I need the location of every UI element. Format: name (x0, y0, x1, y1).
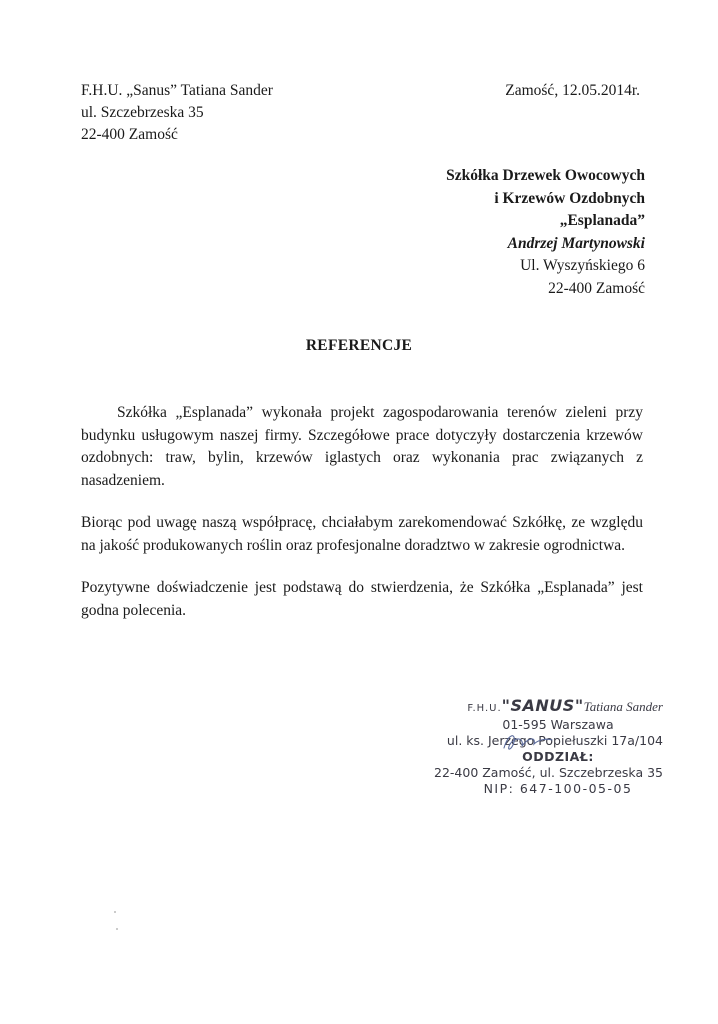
recipient-city: 22-400 Zamość (548, 279, 645, 297)
paragraph-1: Szkółka „Esplanada” wykonała projekt zagospodarowania terenów zieleni przy budynku usługowym naszej firmy. Szczegółowe prace dotyczyły dostarczenia krzewów ozdobnych: traw, bylin, krzewów iglastych oraz wykonania prac związanych z nasadzeniem. (81, 404, 643, 489)
sender-name: F.H.U. „Sanus” Tatiana Sander (81, 82, 273, 99)
stamp-prefix: F.H.U. (467, 703, 502, 714)
stamp-branch-address: 22-400 Zamość, ul. Szczebrzeska 35 (434, 765, 663, 780)
letter-heading: REFERENCJE (305, 337, 413, 354)
scan-speck (114, 911, 116, 913)
paragraph-2: Biorąc pod uwagę naszą współpracę, chciałabym zarekomendować Szkółkę, ze względu na jakość produkowanych roślin oraz profesjonalne doradztwo w zakresie ogrodnictwa. (81, 514, 643, 554)
recipient-person: Andrzej Martynowski (507, 234, 645, 252)
stamp-city: 01-595 Warszawa (502, 717, 614, 732)
stamp-street: ul. ks. Jerzego Popiełuszki 17a/104 (446, 733, 663, 748)
recipient-name-line1: Szkółka Drzewek Owocowych (446, 167, 645, 184)
letter-date: Zamość, 12.05.2014r. (505, 82, 640, 99)
stamp-nip: NIP: 647-100-05-05 (483, 781, 633, 796)
stamp-owner: Tatiana Sander (583, 699, 663, 714)
sender-street: ul. Szczebrzeska 35 (81, 104, 204, 121)
sender-city: 22-400 Zamość (81, 126, 178, 143)
recipient-street: Ul. Wyszyńskiego 6 (520, 257, 645, 274)
stamp-title-line (433, 698, 663, 717)
recipient-name-line2: i Krzewów Ozdobnych (494, 189, 645, 207)
sender-address (81, 80, 273, 146)
paragraph-3: Pozytywne doświadczenie jest podstawą do stwierdzenia, że Szkółka „Esplanada” jest godna polecenia. (81, 579, 643, 619)
recipient-name-line3: „Esplanada” (559, 212, 645, 229)
scan-speck (116, 928, 118, 930)
stamp-brand: "SANUS" (501, 696, 584, 715)
letter-body (81, 402, 643, 642)
recipient-address (446, 165, 645, 300)
signature-mark (498, 728, 558, 756)
stamp-branch-label: ODDZIAŁ: (522, 749, 594, 764)
